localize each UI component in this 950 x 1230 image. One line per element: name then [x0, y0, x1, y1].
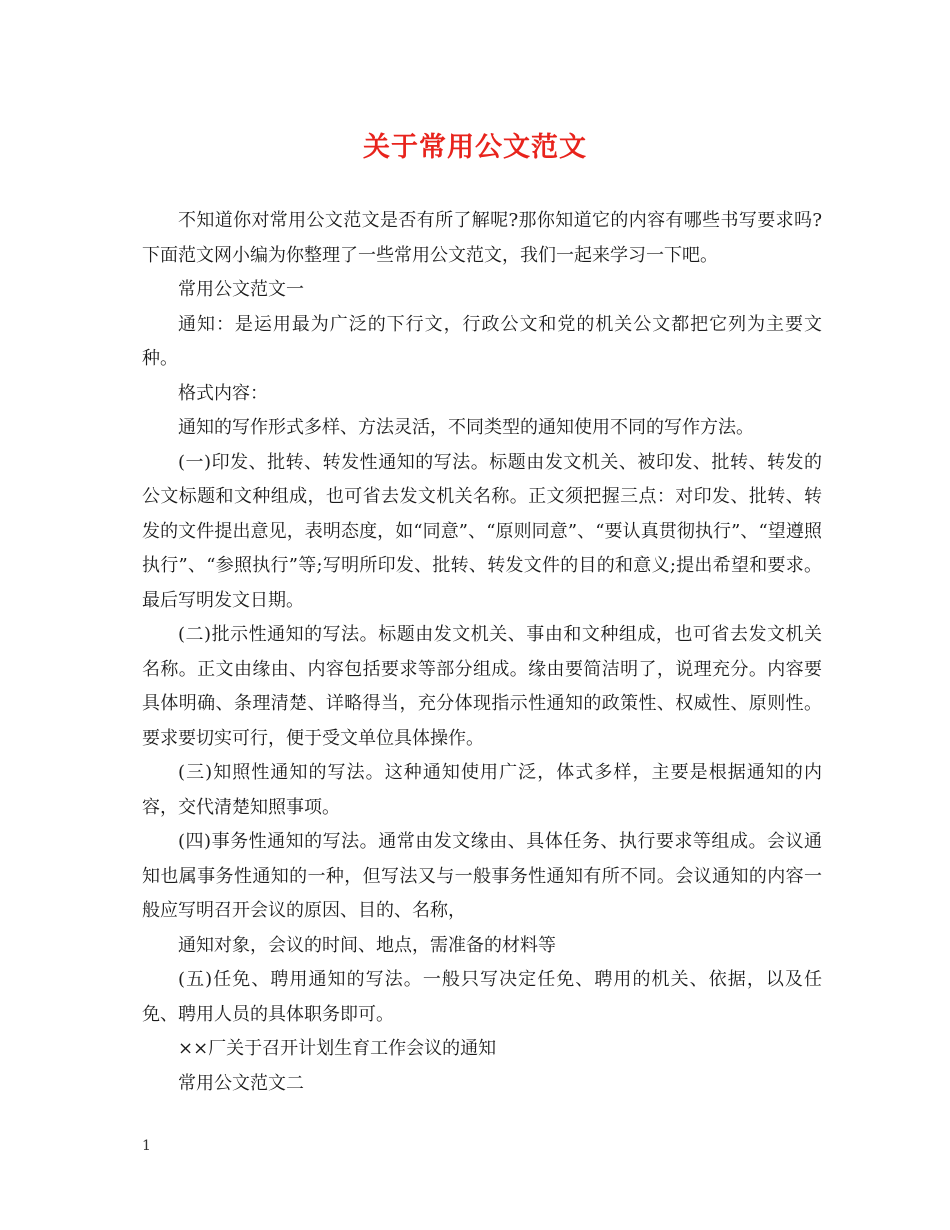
document-body	[142, 204, 822, 1101]
item-one-paragraph: (一)印发、批转、转发性通知的写法。标题由发文机关、被印发、批转、转发的公文标题和文种组成，也可省去发文机关名称。正文须把握三点：对印发、批转、转发的文件提出意见，表明态度，如“同意”、“原则同意”、“要认真贯彻执行”、“望遵照执行”、“参照执行”等;写明所印发、批转、转发文件的目的和意义;提出希望和要求。最后写明发文日期。	[142, 451, 822, 611]
item-five-paragraph: (五)任免、聘用通知的写法。一般只写决定任免、聘用的机关、依据，以及任免、聘用人员的具体职务即可。	[142, 969, 822, 1025]
format-heading: 格式内容：	[178, 382, 268, 404]
item-three-paragraph: (三)知照性通知的写法。这种通知使用广泛，体式多样，主要是根据通知的内容，交代清楚知照事项。	[142, 762, 822, 818]
item-two-paragraph: (二)批示性通知的写法。标题由发文机关、事由和文种组成，也可省去发文机关名称。正文由缘由、内容包括要求等部分组成。缘由要简洁明了，说理充分。内容要具体明确、条理清楚、详略得当，充分体现指示性通知的政策性、权威性、原则性。要求要切实可行，便于受文单位具体操作。	[142, 624, 822, 749]
format-intro-paragraph: 通知的写作形式多样、方法灵活，不同类型的通知使用不同的写作方法。	[178, 417, 754, 438]
notice-definition-paragraph: 通知：是运用最为广泛的下行文，行政公文和党的机关公文都把它列为主要文种。	[142, 313, 822, 369]
sample-notice-title: ××厂关于召开计划生育工作会议的通知	[178, 1038, 497, 1059]
section-heading-two: 常用公文范文二	[178, 1072, 304, 1094]
page-number: 1	[142, 1138, 151, 1154]
intro-paragraph: 不知道你对常用公文范文是否有所了解呢?那你知道它的内容有哪些书写要求吗?下面范文网小编为你整理了一些常用公文范文，我们一起来学习一下吧。	[142, 210, 822, 266]
document-title: 关于常用公文范文	[363, 132, 587, 163]
item-four-continuation: 通知对象，会议的时间、地点，需准备的材料等	[178, 934, 556, 956]
section-heading-one: 常用公文范文一	[178, 279, 304, 300]
item-four-paragraph: (四)事务性通知的写法。通常由发文缘由、具体任务、执行要求等组成。会议通知也属事务性通知的一种，但写法又与一般事务性通知有所不同。会议通知的内容一般应写明召开会议的原因、目的、名称，	[142, 831, 822, 921]
